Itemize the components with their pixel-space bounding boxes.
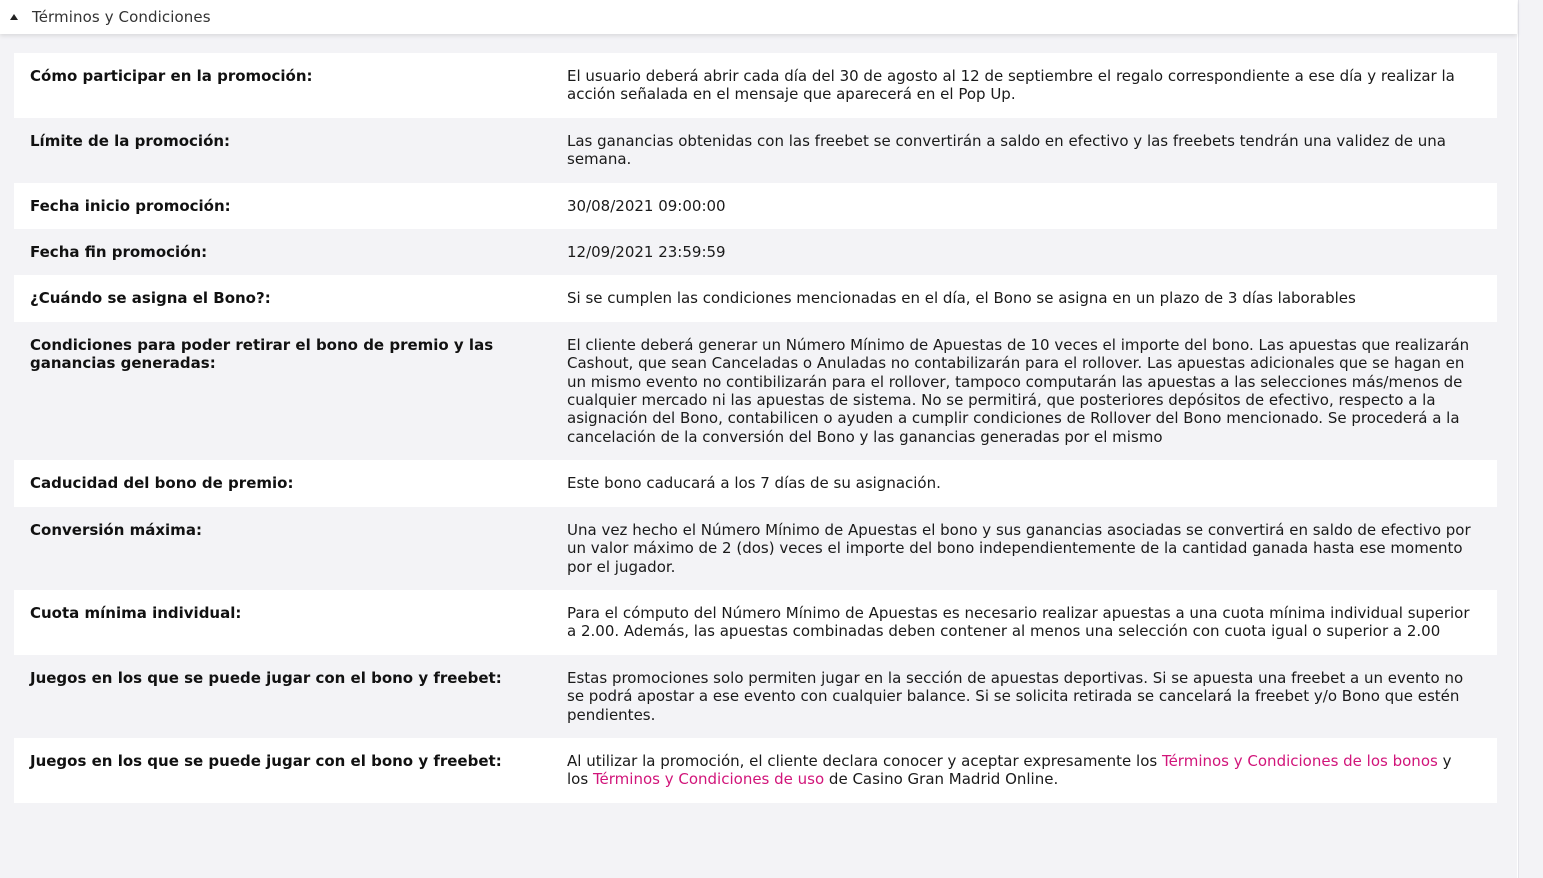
- scrollbar-track[interactable]: [1518, 0, 1543, 878]
- row-value: 12/09/2021 23:59:59: [567, 243, 726, 262]
- row-label: Juegos en los que se puede jugar con el bono y freebet:: [30, 668, 502, 687]
- row-value: El usuario deberá abrir cada día del 30 de agosto al 12 de septiembre el regalo correspondiente a ese día y realizar la acción señalada en el mensaje que aparecerá en el Pop Up.: [567, 67, 1455, 104]
- table-row: [14, 229, 1497, 275]
- row-label: Cómo participar en la promoción:: [30, 67, 313, 85]
- value-text-middle: y los: [567, 751, 1452, 789]
- table-row: [14, 590, 1497, 655]
- row-label: Fecha inicio promoción:: [30, 196, 231, 215]
- caret-up-icon: [10, 14, 18, 20]
- value-text-before: Al utilizar la promoción, el cliente declara conocer y aceptar expresamente los: [567, 751, 1162, 770]
- table-row: [14, 460, 1497, 506]
- table-row: [14, 507, 1497, 590]
- row-label: Límite de la promoción:: [30, 131, 231, 150]
- accordion-header-terms[interactable]: [0, 0, 1517, 34]
- table-row: [14, 738, 1497, 803]
- row-label: Fecha fin promoción:: [30, 243, 208, 262]
- row-value: Estas promociones solo permiten jugar en la sección de apuestas deportivas. Si se apuesta una freebet a un evento no se podrá apostar a ese evento con cualquier balance. Si se solicita retirada se cancelará la freebet y/o Bono que estén pendientes.: [567, 668, 1464, 724]
- accordion-title: Términos y Condiciones: [32, 8, 211, 26]
- row-value: El cliente deberá generar un Número Mínimo de Apuestas de 10 veces el importe del bono. Las apuestas que realizarán Cashout, que sean Canceladas o Anuladas no contabilizarán para el rollover. Las apuestas adicionales que se hagan en un mismo evento no contibilizarán para el rollover, tampoco computarán las apuestas a las selecciones más/menos de cualquier mercado ni las apuestas de sistema. No se permitirá, que posteriores depósitos de efectivo, respecto a la asignación del Bono, contabilicen o ayuden a cumplir condiciones de Rollover del Bono mencionado. Se procederá a la cancelación de la conversión del Bono y las ganancias generadas por el mismo: [567, 335, 1470, 446]
- row-label: Cuota mínima individual:: [30, 603, 242, 622]
- row-value: 30/08/2021 09:00:00: [567, 196, 726, 215]
- table-row: [14, 322, 1497, 460]
- row-label: Conversión máxima:: [30, 520, 202, 539]
- row-value: Para el cómputo del Número Mínimo de Apuestas es necesario realizar apuestas a una cuota mínima individual superior a 2.00. Además, las apuestas combinadas deben contener al menos una selección con cuota igual o superior a 2.00: [567, 603, 1470, 641]
- row-label: Juegos en los que se puede jugar con el bono y freebet:: [30, 751, 502, 770]
- table-row: [14, 655, 1497, 738]
- table-row: [14, 275, 1497, 321]
- table-row: [14, 53, 1497, 118]
- usage-terms-link[interactable]: Términos y Condiciones de uso: [592, 770, 825, 789]
- row-value-with-links: [567, 738, 1497, 803]
- row-value: Si se cumplen las condiciones mencionadas en el día, el Bono se asigna en un plazo de 3 días laborables: [567, 289, 1356, 308]
- row-value: Este bono caducará a los 7 días de su asignación.: [567, 474, 941, 493]
- row-value: Una vez hecho el Número Mínimo de Apuestas el bono y sus ganancias asociadas se convertirá en saldo de efectivo por un valor máximo de 2 (dos) veces el importe del bono independientemente de la cantidad ganada hasta ese momento por el jugador.: [567, 520, 1471, 576]
- row-label: ¿Cuándo se asigna el Bono?:: [30, 289, 271, 308]
- bonus-terms-link[interactable]: Términos y Condiciones de los bonos: [1161, 751, 1438, 770]
- row-value: Las ganancias obtenidas con las freebet se convertirán a saldo en efectivo y las freebets tendrán una validez de una semana.: [567, 131, 1446, 169]
- terms-table: [14, 53, 1497, 803]
- row-label: Condiciones para poder retirar el bono de premio y las ganancias generadas:: [30, 335, 494, 373]
- row-label: Caducidad del bono de premio:: [30, 474, 294, 493]
- table-row: [14, 183, 1497, 229]
- table-row: [14, 118, 1497, 183]
- value-text-after: de Casino Gran Madrid Online.: [824, 770, 1059, 789]
